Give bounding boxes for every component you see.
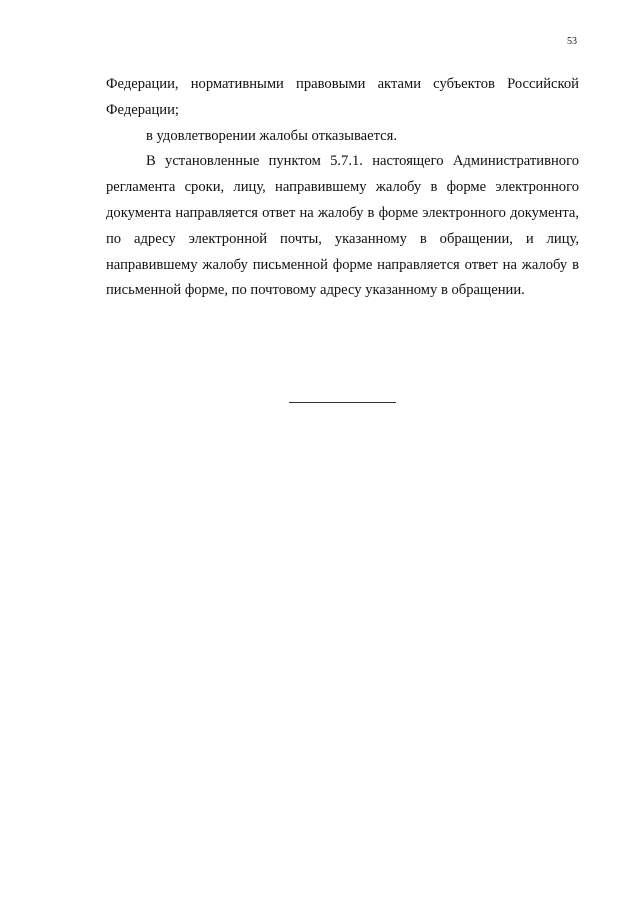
paragraph-refusal: в удовлетворении жалобы отказывается.: [146, 127, 398, 144]
paragraph-response-procedure: В установленные пунктом 5.7.1. настоящего Административного регламента сроки, лицу, направившему жалобу в форме электронного документа направляется ответ на жалобу в форме электронного документа, по адресу электронной почты, указанному в обращении, и лицу, направившему жалобу письменной форме направляется ответ на жалобу в письменной форме, по почтовому адресу указанному в обращении.: [106, 153, 579, 299]
document-body: [106, 72, 579, 304]
end-of-text-rule: [289, 402, 396, 403]
page-number: 53: [567, 36, 577, 47]
paragraph-continuation: Федерации, нормативными правовыми актами субъектов Российской Федерации;: [106, 76, 579, 118]
